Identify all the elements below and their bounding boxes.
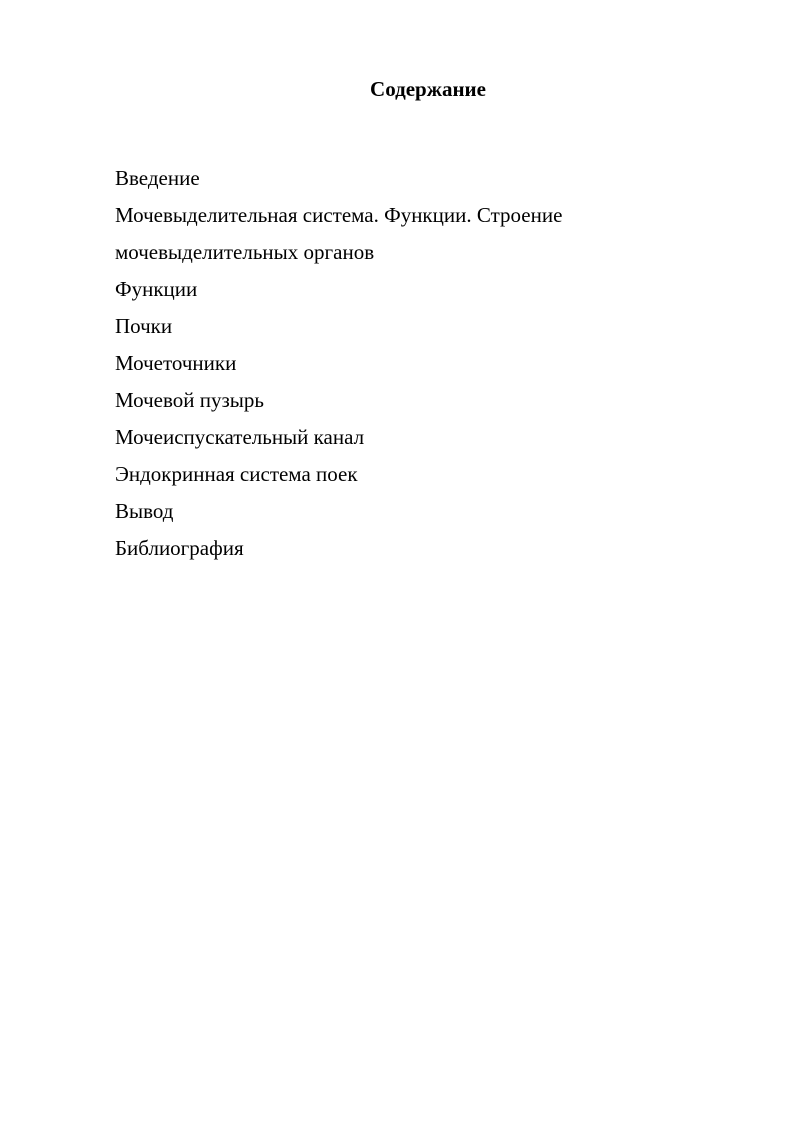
toc-item-kidneys: Почки [115,314,173,338]
toc-item-urinary-system-continued: мочевыделительных органов [115,240,375,264]
toc-item-urethra: Мочеиспускательный канал [115,425,365,449]
toc-item-bibliography: Библиография [115,536,244,560]
toc-item-conclusion: Вывод [115,499,174,523]
toc-item-endocrine-system: Эндокринная система поек [115,462,358,486]
toc-item-ureters: Мочеточники [115,351,237,375]
toc-list [115,160,635,567]
toc-item-introduction: Введение [115,166,200,190]
toc-item-functions: Функции [115,277,198,301]
toc-item-urinary-system: Мочевыделительная система. Функции. Строение [115,203,563,227]
toc-item-bladder: Мочевой пузырь [115,388,264,412]
toc-title: Содержание [370,77,486,101]
